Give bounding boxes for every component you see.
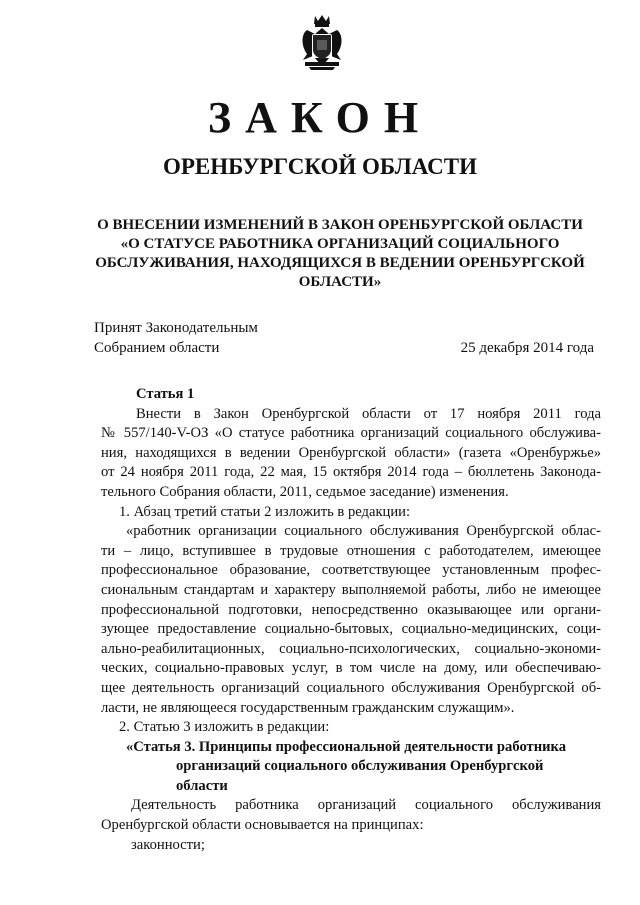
quote-line: ческих, социально-правовых услуг, в том числе на дому, или обеспечиваю- — [101, 660, 601, 677]
quote-line: ти – лицо, вступившее в трудовые отношения с работодателем, имеющее — [101, 542, 601, 559]
document-subtitle: ОРЕНБУРГСКОЙ ОБЛАСТИ — [162, 154, 478, 179]
law-title-line: О ВНЕСЕНИИ ИЗМЕНЕНИЙ В ЗАКОН ОРЕНБУРГСКОЙ ОБЛАСТИ — [97, 217, 583, 233]
quote-line: ально-реабилитационных, социально-психологических, социально-экономи- — [101, 640, 601, 657]
article-heading: Статья 1 — [136, 386, 195, 402]
document-title: ЗАКОН — [207, 93, 433, 142]
coat-of-arms-icon — [299, 12, 345, 72]
quote-line: «работник организации социального обслуживания Оренбургской облас- — [126, 523, 601, 540]
article3-heading-line: «Статья 3. Принципы профессиональной деятельности работника — [126, 738, 567, 755]
quote-line: сиональным стандартам и характеру выполняемой работы, либо не имеющее — [101, 581, 601, 598]
quote-line: ласти, не являющееся государственным гражданским служащим». — [101, 699, 515, 716]
paragraph-line: тельного Собрания области, 2011, седьмое заседание) изменения. — [101, 483, 509, 500]
paragraph-line: от 24 ноября 2011 года, 22 мая, 15 октября 2014 года – бюллетень Законода- — [101, 464, 601, 481]
law-title-line: ОБЛАСТИ» — [298, 274, 382, 290]
quote-line: щее деятельность организаций социального обслуживания Оренбургской об- — [101, 679, 601, 696]
item-line: 2. Статью 3 изложить в редакции: — [119, 719, 330, 736]
item-line: 1. Абзац третий статьи 2 изложить в редакции: — [119, 503, 411, 520]
law-title — [60, 216, 620, 292]
article-body — [101, 385, 601, 855]
paragraph-line: Внести в Закон Оренбургской области от 17 ноября 2011 года — [136, 405, 601, 422]
paragraph-line: законности; — [131, 836, 205, 853]
law-title-line: «О СТАТУСЕ РАБОТНИКА ОРГАНИЗАЦИЙ СОЦИАЛЬНОГО — [120, 236, 560, 252]
paragraph-line: ния, находящихся в ведении Оренбургской области» (газета «Оренбуржье» — [101, 444, 601, 461]
adoption-line-1: Принят Законодательным — [94, 320, 258, 336]
quote-line: зующее предоставление социально-бытовых, социально-медицинских, соци- — [101, 621, 601, 638]
quote-line: профессиональной подготовки, непосредственно оказывающее или органи- — [101, 601, 601, 618]
article3-heading-line: организаций социального обслуживания Оренбургской — [176, 758, 544, 775]
adoption-date: 25 декабря 2014 года — [460, 340, 594, 356]
quote-line: профессиональное образование, соответствующее установленным профес- — [101, 562, 601, 579]
paragraph-line: № 557/140-V-ОЗ «О статусе работника организаций социального обслужива- — [101, 425, 601, 442]
article3-heading-line: области — [176, 777, 228, 794]
law-title-line: ОБСЛУЖИВАНИЯ, НАХОДЯЩИХСЯ В ВЕДЕНИИ ОРЕНБУРГСКОЙ — [95, 255, 585, 271]
paragraph-line: Оренбургской области основывается на принципах: — [101, 817, 424, 834]
adoption-line-2: Собранием области — [94, 340, 220, 356]
paragraph-line: Деятельность работника организаций социального обслуживания — [131, 797, 601, 814]
